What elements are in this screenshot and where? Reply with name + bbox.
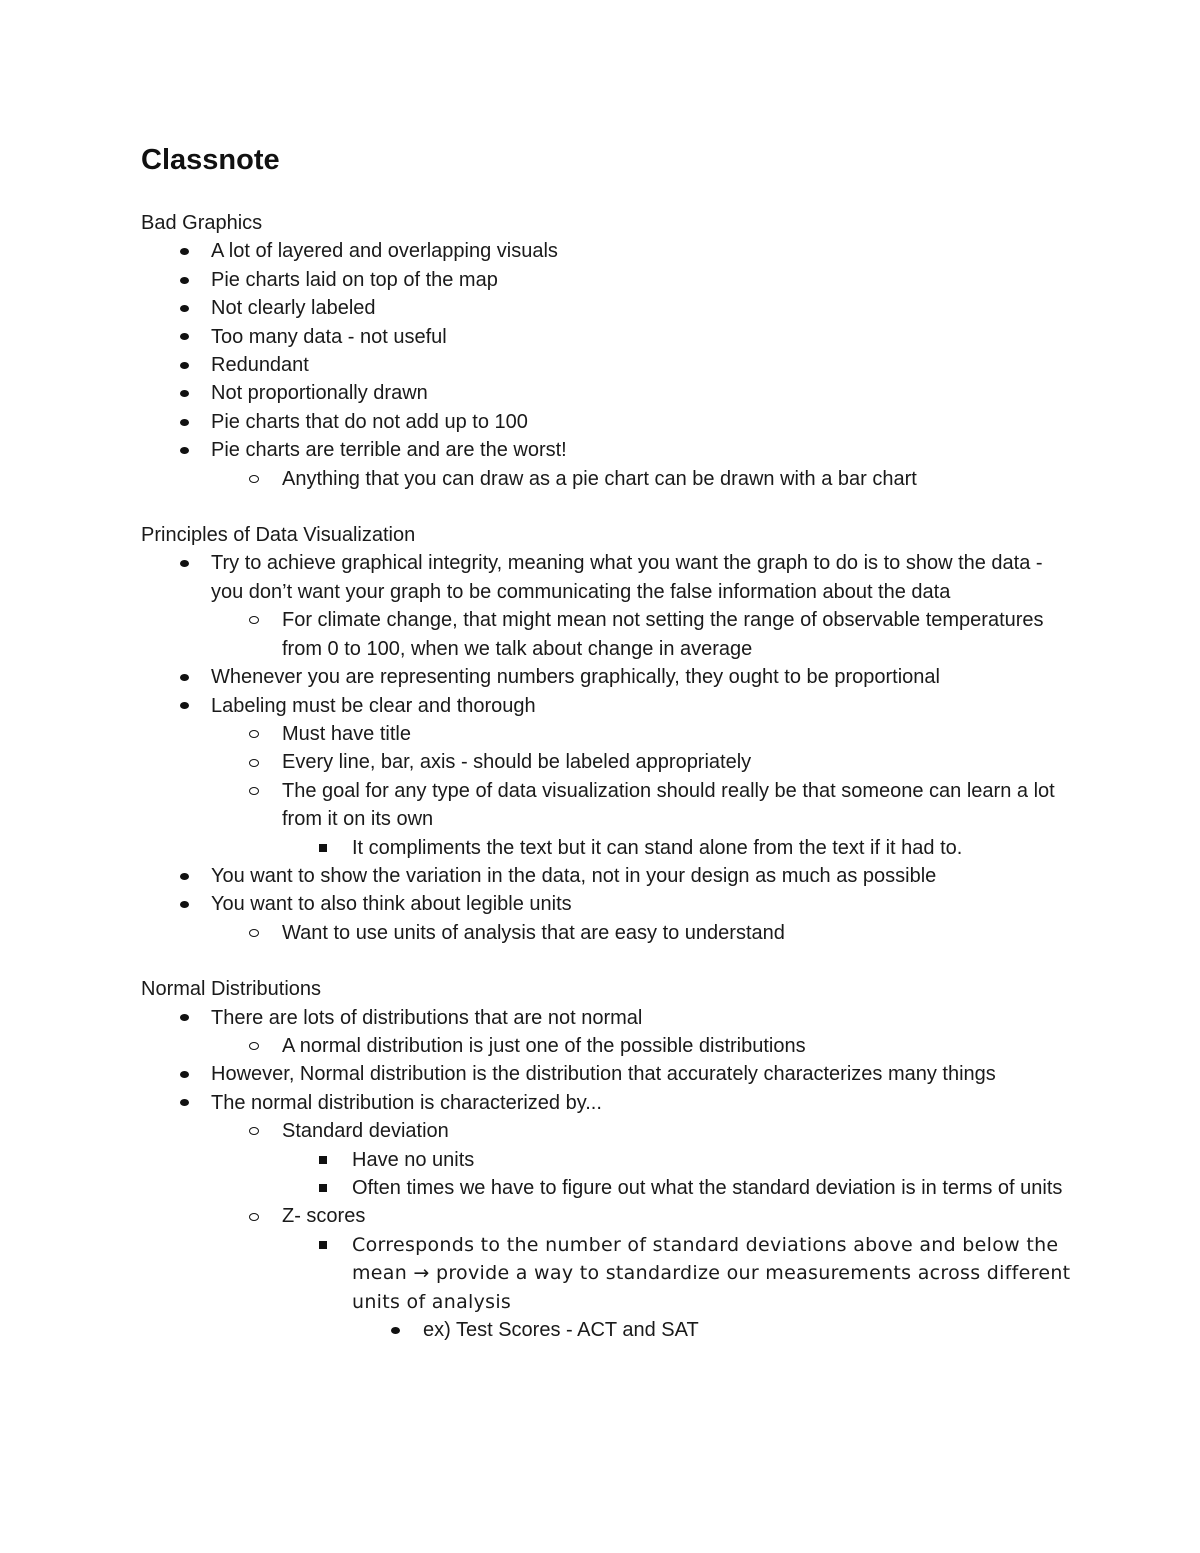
list-item-text: Standard deviation [282,1120,449,1143]
list-item-text: Have no units [352,1148,475,1171]
list-item [141,323,1071,351]
list-item-text: The normal distribution is characterized by... [211,1091,602,1114]
bullet-ring-icon [247,1117,261,1145]
list-item-text: Try to achieve graphical integrity, meaning what you want the graph to do is to show the data - you don’t want your graph to be communicating the false information about the data [211,552,1043,603]
list-item-text: Whenever you are representing numbers graphically, they ought to be proportional [211,666,940,689]
list-item [141,692,1071,720]
list-item-text: However, Normal distribution is the distribution that accurately characterizes many things [211,1063,996,1086]
bullet-dot-icon [177,549,191,577]
document-body [141,209,1071,1344]
bullet-ring-icon [247,1202,261,1230]
bullet-dot-icon [177,294,191,322]
list-item [141,663,1071,691]
list-item [141,379,1071,407]
list-item-text: It compliments the text but it can stand alone from the text if it had to. [352,836,963,859]
bullet-ring-icon [247,919,261,947]
list-item-text: Often times we have to figure out what the standard deviation is in terms of units [352,1177,1063,1199]
bullet-square-icon [316,834,330,862]
list-item-text: Redundant [211,354,309,377]
document-title: Classnote [141,144,280,176]
list-item [141,1060,1071,1088]
bullet-dot-icon [177,351,191,379]
list-item-text: There are lots of distributions that are not normal [211,1006,643,1029]
list-item [141,436,1071,464]
bullet-dot-icon [177,890,191,918]
list-item-text: Not proportionally drawn [211,382,428,405]
bullet-dot-icon [177,323,191,351]
list-item-text: Too many data - not useful [211,325,447,348]
list-item-text: Pie charts laid on top of the map [211,268,498,291]
list-item [141,408,1071,436]
list-item-text: Pie charts that do not add up to 100 [211,410,528,433]
list-item [141,294,1071,322]
list-item [141,1032,1071,1060]
bullet-ring-icon [247,606,261,634]
list-item-text: A normal distribution is just one of the possible distributions [282,1034,806,1057]
bullet-dot-icon [177,692,191,720]
list-item [141,549,1071,606]
bullet-ring-icon [247,748,261,776]
bullet-dot-icon [177,266,191,294]
list-item-text: Not clearly labeled [211,297,376,320]
list-item-text: Every line, bar, axis - should be labeled appropriately [282,751,752,774]
list-item [141,919,1071,947]
list-item [141,606,1071,663]
list-item [141,834,1071,862]
list-item [141,890,1071,918]
bullet-square-icon [316,1146,330,1174]
list-item [141,1316,1071,1344]
bullet-dot-icon [177,1060,191,1088]
list-item-text: For climate change, that might mean not setting the range of observable temperatures from 0 to 100, when we talk about change in average [282,609,1044,660]
bullet-dot-icon [177,408,191,436]
list-item-text: A lot of layered and overlapping visuals [211,240,558,263]
list-item [141,465,1071,493]
bullet-square-icon [316,1174,330,1202]
bullet-list [141,237,1071,493]
bullet-dot-icon [388,1316,402,1344]
list-item-text: You want to show the variation in the data, not in your design as much as possible [211,864,937,887]
bullet-ring-icon [247,777,261,805]
section-heading: Bad Graphics [141,212,263,234]
list-item [141,748,1071,776]
list-item-text: Anything that you can draw as a pie chart can be drawn with a bar chart [282,467,917,490]
list-item-text: Labeling must be clear and thorough [211,694,536,717]
list-item-text: Want to use units of analysis that are easy to understand [282,921,785,944]
list-item [141,1174,1071,1202]
list-item [141,1089,1071,1117]
bullet-ring-icon [247,720,261,748]
bullet-list [141,1004,1071,1345]
bullet-dot-icon [177,436,191,464]
bullet-dot-icon [177,663,191,691]
bullet-dot-icon [177,1089,191,1117]
bullet-ring-icon [247,1032,261,1060]
list-item [141,1146,1071,1174]
list-item [141,1231,1071,1316]
bullet-square-icon [316,1231,330,1259]
bullet-dot-icon [177,237,191,265]
list-item [141,1004,1071,1032]
bullet-list [141,549,1071,947]
section-principles [141,521,1071,947]
bullet-ring-icon [247,465,261,493]
list-item-text: Must have title [282,722,411,745]
list-item [141,862,1071,890]
bullet-dot-icon [177,1004,191,1032]
bullet-dot-icon [177,862,191,890]
section-heading: Normal Distributions [141,978,322,1001]
list-item [141,266,1071,294]
list-item-text: You want to also think about legible units [211,893,572,916]
list-item [141,237,1071,265]
list-item [141,777,1071,834]
section-bad-graphics [141,209,1071,493]
list-item [141,720,1071,748]
list-item-text: Pie charts are terrible and are the worst! [211,439,567,462]
section-heading: Principles of Data Visualization [141,524,416,547]
list-item-text: Z- scores [282,1205,366,1228]
list-item [141,351,1071,379]
list-item [141,1202,1071,1230]
list-item-text: ex) Test Scores - ACT and SAT [423,1319,699,1342]
list-item-text: Corresponds to the number of standard deviations above and below the mean → provide a way to standardize our measurements across different units of analysis [352,1233,1071,1313]
bullet-dot-icon [177,379,191,407]
list-item-text: The goal for any type of data visualization should really be that someone can learn a lot from it on its own [282,779,1055,831]
section-normal-distributions [141,975,1071,1344]
list-item [141,1117,1071,1145]
